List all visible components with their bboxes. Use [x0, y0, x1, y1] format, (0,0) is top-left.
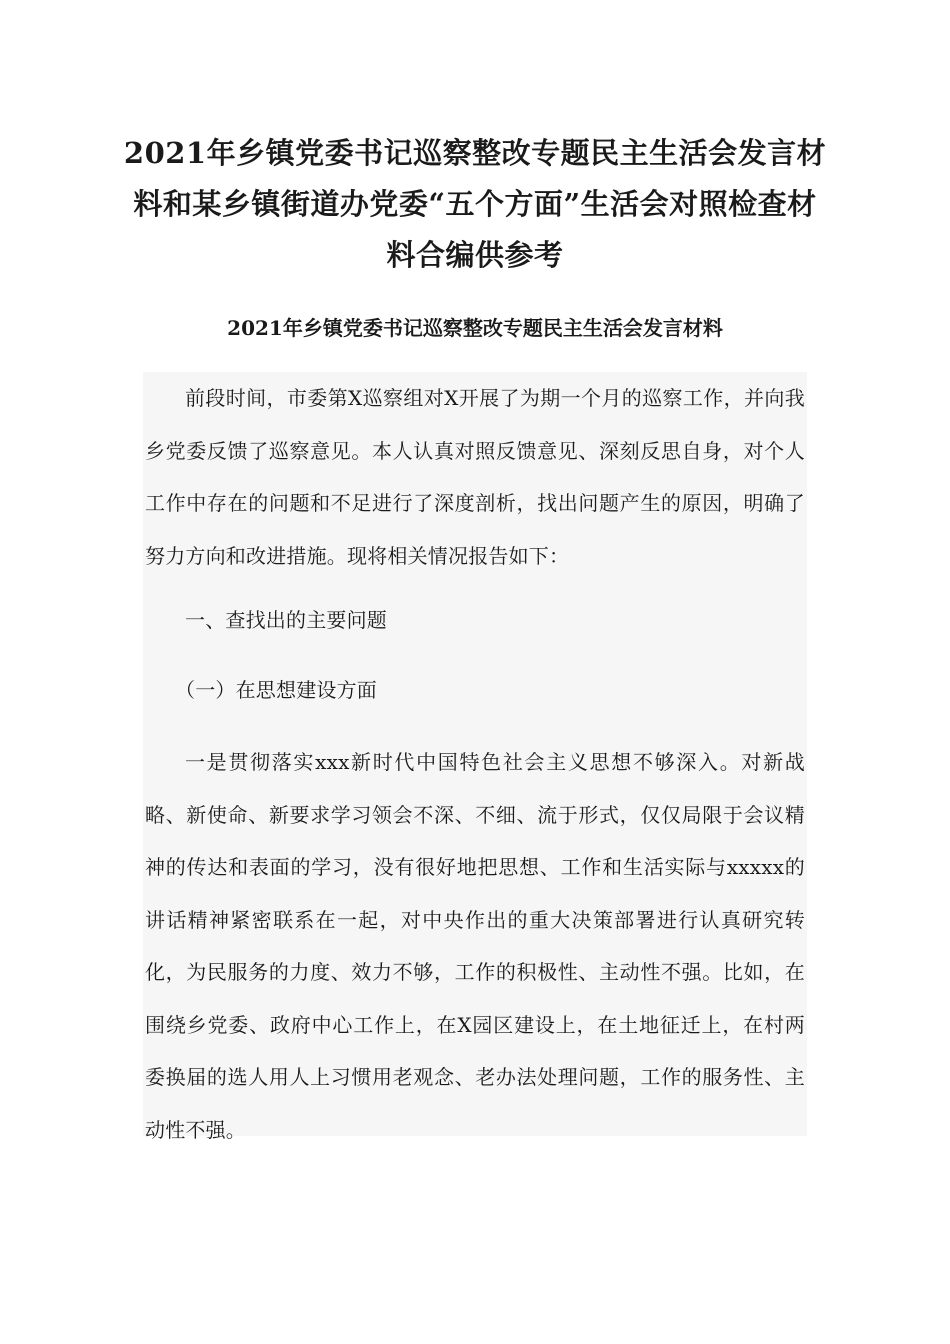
- intro-paragraph: 前段时间，市委第X巡察组对X开展了为期一个月的巡察工作，并向我乡党委反馈了巡察意见。本人认真对照反馈意见、深刻反思自身，对个人工作中存在的问题和不足进行了深度剖析，找出问题产生的原因，明确了努力方向和改进措施。现将相关情况报告如下：: [145, 386, 805, 568]
- document-subtitle: 2021年乡镇党委书记巡察整改专题民主生活会发言材料: [227, 316, 723, 340]
- subsection-heading: （一）在思想建设方面: [175, 678, 377, 702]
- section-heading: 一、查找出的主要问题: [185, 608, 387, 632]
- document-title: 2021年乡镇党委书记巡察整改专题民主生活会发言材料和某乡镇街道办党委“五个方面”生活会对照检查材料合编供参考: [123, 136, 827, 272]
- body-paragraph: 一是贯彻落实xxx新时代中国特色社会主义思想不够深入。对新战略、新使命、新要求学习领会不深、不细、流于形式，仅仅局限于会议精神的传达和表面的学习，没有很好地把思想、工作和生活实际与xxxxx的讲话精神紧密联系在一起，对中央作出的重大决策部署进行认真研究转化，为民服务的力度、效力不够，工作的积极性、主动性不强。比如，在围绕乡党委、政府中心工作上，在X园区建设上，在土地征迁上，在村两委换届的选人用人上习惯用老观念、老办法处理问题，工作的服务性、主动性不强。: [145, 750, 805, 1142]
